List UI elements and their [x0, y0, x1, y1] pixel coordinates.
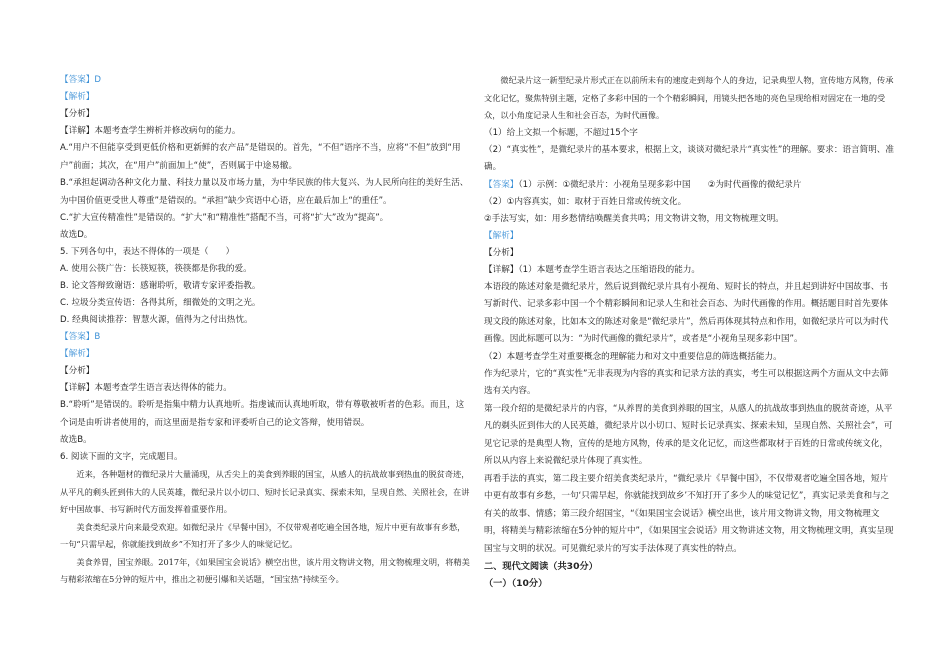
left-column — [60, 72, 470, 589]
answer-line-2: （2）①内容真实，如：取材于百姓日常或传统文化。 — [484, 196, 687, 207]
question-5: 5. 下列各句中，表达不得体的一项是（ ） — [60, 247, 235, 257]
question-6: 6. 阅读下面的文字，完成题目。 — [60, 452, 183, 462]
explanation-paragraph-5: 再看手法的真实，第二段主要介绍美食类纪录片，“微纪录片《早餐中国》，不仅带观者吃遍全国各地，短片中更有故事有乡愁，一句‘只需早起，你就能找到故乡’不知打开了多少人的味觉记忆”，真实记录美食和与之有关的故事、情感；第三段介绍国宝，“《如果国宝会说话》横空出世，该片用文物讲文物，用文物梳理文明，将精美与精彩浓缩在5分钟的短片中”，《如果国宝会说话》用文物讲述文物，用文物梳理文明，真实呈现国宝与文明的状况。可见微纪录片的写实手法体现了真实性的特点。 — [484, 473, 894, 554]
answer-text: （1）示例：①微纪录片：小视角呈现多彩中国 ②为时代画像的微纪录片 — [518, 179, 802, 190]
detail-text: 【详解】本题考查学生辨析并修改病句的能力。 — [60, 126, 241, 136]
option-a-explanation: A.“用户不但能享受到更低价格和更新鲜的农产品”是错误的。首先，“不但”语序不当，应将“不但”放到“用户”前面；其次，在“用户”前面加上“使”，否则属于中途易辙。 — [60, 143, 461, 171]
sub-question-2: （2）“真实性”，是微纪录片的基本要求，根据上文，谈谈对微纪录片“真实性”的理解。要求：语言简明、准确。 — [484, 144, 894, 172]
answer-label: 【答案】D — [60, 75, 101, 85]
answer-line — [484, 177, 896, 194]
conclusion: 故选D。 — [60, 230, 93, 240]
q5-option-d: D. 经典阅读推荐：智慧火源，值得为之付出热忱。 — [60, 315, 253, 325]
detail-text: 【详解】本题考查学生语言表达得体的能力。 — [60, 383, 232, 393]
option-c-explanation: C.“扩大宣传精准性”是错误的。“扩大”和“精准性”搭配不当，可将“扩大”改为“提高”。 — [60, 213, 389, 223]
explanation-paragraph-3: 作为纪录片，它的“真实性”无非表现为内容的真实和记录方法的真实，考生可以根据这两个方面从文中去筛选有关内容。 — [484, 368, 889, 396]
fenxi-label: 【分析】 — [60, 109, 95, 119]
passage-paragraph-3: 美食养胃，国宝养眼。2017年，《如果国宝会说话》横空出世，该片用文物讲文物，用文物梳理文明，将精美与精彩浓缩在5分钟的短片中，推出之初便引爆和关话题，“国宝热”持续至今。 — [60, 556, 470, 584]
passage-paragraph-2: 美食类纪录片向来最受欢迎。如微纪录片《早餐中国》，不仅带观者吃遍全国各地，短片中更有故事有乡愁，一句“只需早起，你就能找到故乡”不知打开了多少人的味觉记忆。 — [60, 521, 466, 549]
sub-question-1: （1）给上文拟一个标题，不超过15个字 — [484, 127, 638, 138]
detail-text: 【详解】（1）本题考查学生语言表达之压缩语段的能力。 — [484, 264, 701, 275]
right-column — [484, 72, 896, 592]
passage-paragraph-4: 微纪录片这一新型纪录片形式正在以前所未有的速度走到每个人的身边，记录典型人物，宣传地方风物，传承文化记忆，聚焦特别主题，定格了多彩中国的一个个精彩瞬间，用镜头把各地的亮色呈现给相对固定在一地的受众，以小角度记录人生和社会百态，为时代画像。 — [484, 75, 894, 120]
explanation-paragraph-1: 本语段的陈述对象是微纪录片，然后说到微纪录片具有小视角、短时长的特点，并且起到讲好中国故事、书写新时代、记录多彩中国一个个精彩瞬间和记录人生和社会百态、为时代画像的作用。概括题目时首先要体现文段的陈述对象，比如本文的陈述对象是“微纪录片”，然后再体现其特点和作用，如微纪录片可以为时代画像。因此标题可以为：“为时代画像的微纪录片”，或者是“小视角呈现多彩中国”。 — [484, 281, 889, 344]
conclusion: 故选B。 — [60, 435, 92, 445]
answer-label: 【答案】 — [484, 179, 519, 190]
answer-line-3: ②手法写实，如：用乡愁情结唤醒美食共鸣；用文物讲文物，用文物梳理文明。 — [484, 213, 784, 224]
answer-label: 【答案】B — [60, 332, 101, 342]
section-heading: 二、现代文阅读（共30分） — [484, 561, 598, 572]
q5-option-a: A. 使用公筷广告：长筷短筷，筷筷都是你我的爱。 — [60, 264, 252, 274]
explanation-paragraph-2: （2）本题考查学生对重要概念的理解能力和对文中重要信息的筛选概括能力。 — [484, 351, 782, 362]
explanation-paragraph-4: 第一段介绍的是微纪录片的内容，“从养胃的美食到养眼的国宝，从感人的抗战故事到热血的脱贫奇迹，从平凡的剃头匠到伟大的人民英雄，微纪录片以小切口、短时长记录真实、探索未知，呈现自然、关照社会”，可见它记录的是典型人物，宣传的是地方风物，传承的是文化记忆，而这些都取材于百姓的日常或传统文化，所以从内容上来说微纪录片体现了真实性。 — [484, 403, 893, 466]
analysis-label: 【解析】 — [484, 230, 519, 241]
analysis-label: 【解析】 — [60, 349, 95, 359]
fenxi-label: 【分析】 — [484, 247, 519, 258]
q5-option-c: C. 垃圾分类宣传语：各得其所，细微处的文明之光。 — [60, 298, 261, 308]
option-b-explanation: B.“承担起调动各种文化力量、科技力量以及市场力量，为中华民族的伟大复兴、为人民所向往的美好生活、为中国价值更受世人尊重”是错误的。“承担”缺少宾语中心语，应在最后加上“的重任”。 — [60, 178, 469, 206]
subsection-heading: （一）（10分） — [484, 578, 548, 589]
q5-option-b: B. 论文答辩致谢语：感谢聆听，敬请专家评委指教。 — [60, 281, 261, 291]
option-b-explanation-2: B.“聆听”是错误的。聆听是指集中精力认真地听。指虔诚而认真地听取，带有尊敬被听者的色彩。而且，这个词是由听讲者使用的，而这里面是指专家和评委听自己的论文答辩，使用错误。 — [60, 400, 465, 428]
fenxi-label: 【分析】 — [60, 366, 95, 376]
analysis-label: 【解析】 — [60, 92, 95, 102]
passage-paragraph-1: 近来，各种题材的微纪录片大量涌现，从舌尖上的美食到养眼的国宝，从感人的抗战故事到热血的脱贫奇迹，从平凡的剩头匠到伟大的人民英雄，微纪录片以小切口、短时长记录真实、探索未知，呈现自然、关照社会，在讲好中国故事、书写新时代方面发挥着重要作用。 — [60, 469, 470, 514]
